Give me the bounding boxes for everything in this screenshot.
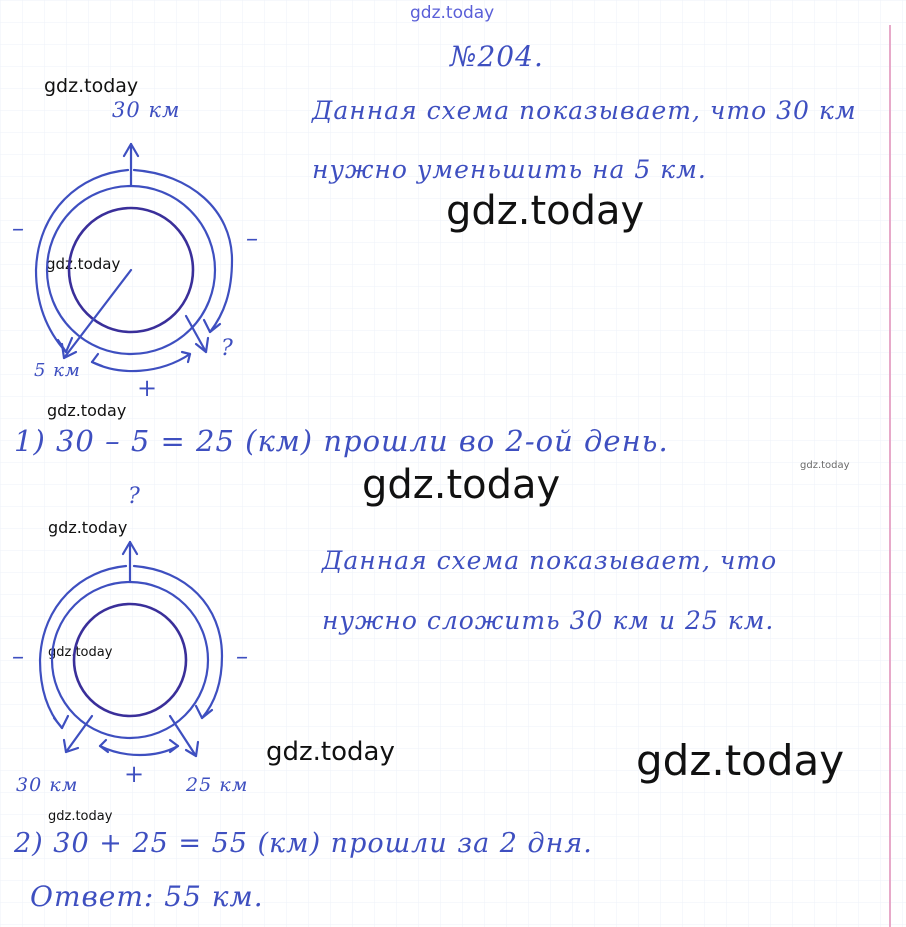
watermark-circle-2: gdz.today [48,645,113,660]
watermark-circle-1: gdz.today [46,255,121,273]
scheme-2-left-minus: – [12,642,25,670]
watermark-large-2: gdz.today [362,462,561,508]
scheme-1-bottom-plus: + [137,374,159,402]
scheme-2-inner-circle [74,604,186,716]
watermark-solution-1: gdz.today [47,401,127,420]
task-number: №204. [450,40,544,73]
scheme-1-question-arrow [186,316,206,352]
watermark-mid-2: gdz.today [266,737,395,767]
scheme-1-bottom-arc [92,354,190,371]
answer-line: Ответ: 55 км. [30,880,264,913]
scheme-2-left-down-arrow [66,716,92,752]
scheme-2-bottom-right-label: 25 км [186,774,249,796]
scheme-2-bottom-arc-left-head [100,740,108,752]
scheme-2-bottom-arc [100,746,178,755]
watermark-solution-2: gdz.today [48,809,113,824]
watermark-small-right: gdz.today [800,460,850,471]
scheme-1-left-arc [36,170,128,352]
scheme-2-bottom-plus: + [124,760,146,788]
scheme-1-bottom-left-label: 5 км [34,360,81,381]
scheme-2-text-line-1: Данная схема показывает, что [322,546,778,575]
scheme-1-text-line-2: нужно уменьшить на 5 км. [312,155,707,184]
scheme-1-bottom-right-label: ? [221,336,234,361]
scheme-2-text-line-2: нужно сложить 30 км и 25 км. [322,606,775,635]
scheme-1-radius-arrow [64,270,131,358]
scheme-2-right-arc [134,566,222,718]
solution-1-line: 1) 30 – 5 = 25 (км) прошли во 2-ой день. [14,424,669,458]
watermark-top-left: gdz.today [44,75,139,97]
scheme-2-right-minus: – [236,642,249,670]
scheme-1-bottom-arc-left-head [92,354,102,366]
page-margin-line [889,25,891,927]
solution-2-line: 2) 30 + 25 = 55 (км) прошли за 2 дня. [14,828,593,859]
scheme-2-left-arc-head [54,716,68,728]
scheme-1-top-label: 30 км [112,98,181,122]
watermark-large-3: gdz.today [636,736,845,785]
scheme-2-bottom-left-label: 30 км [16,774,79,796]
scheme-2-bottom-arc-right-head [170,740,178,752]
scheme-1-left-minus: – [12,214,25,242]
watermark-large-1: gdz.today [446,188,645,234]
watermark-top: gdz.today [410,3,495,23]
scheme-1-right-arc [134,170,232,332]
scheme-2-outer-circle [52,582,208,738]
watermark-question-2: gdz.today [48,518,128,537]
scheme-1-right-minus: – [246,224,259,252]
scheme-1-text-line-1: Данная схема показывает, что 30 км [312,96,857,125]
scheme-2-top-label: ? [128,484,141,509]
